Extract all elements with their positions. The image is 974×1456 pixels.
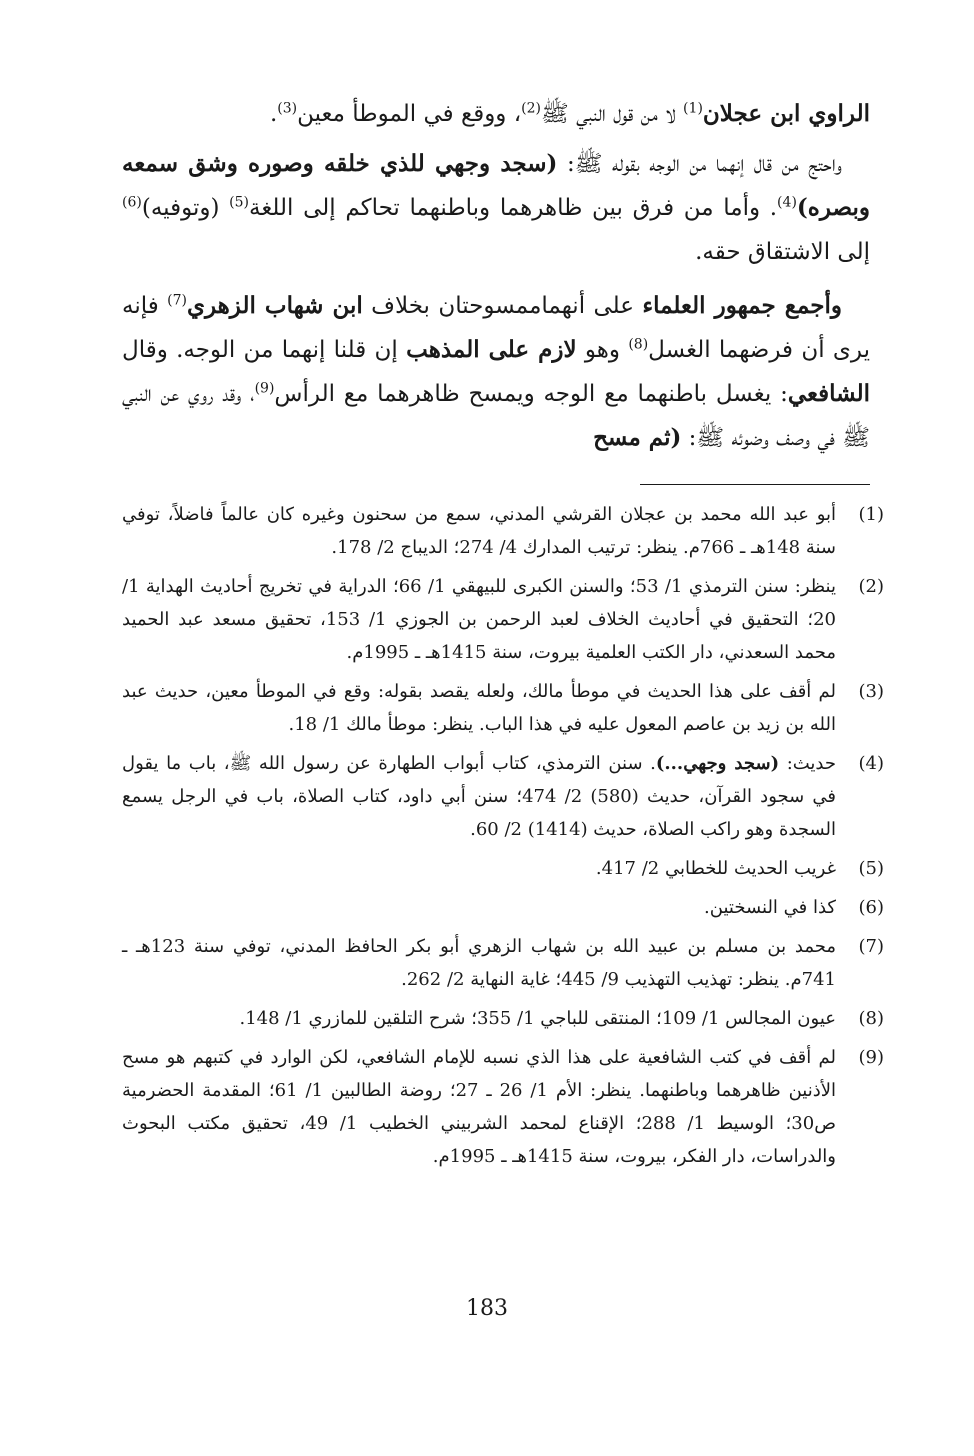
text-run: وهو bbox=[576, 337, 629, 363]
text-run: كذا في النسختين. bbox=[704, 897, 836, 918]
footnote-text bbox=[122, 1002, 836, 1035]
footnote bbox=[122, 891, 884, 924]
footnote-ref: (9) bbox=[254, 380, 275, 397]
footnote bbox=[122, 675, 884, 741]
text-run: لم أقف في كتب الشافعية على هذا الذي نسبه للإمام الشافعي، لكن الوارد في كتبهم هو مسح الأذنين ظاهرهما وباطنهما. ينظر: الأم 1/ 26 ـ 27؛ روضة الطالبين 1/ 61؛ المقدمة الحضرمية ص30؛ الوسيط 1/ 288؛ الإقناع لمحمد الشربيني الخطيب 1/ 49، تحقيق مكتب البحوث والدراسات، دار الفكر، بيروت، سنة 1415هـ ـ 1995م. bbox=[122, 1047, 836, 1167]
footnote-number: (4) bbox=[858, 753, 884, 774]
bold-run: الراوي ابن عجلان bbox=[702, 100, 870, 127]
footnote-ref: (1) bbox=[683, 100, 703, 117]
text-run: لم أقف على هذا الحديث في موطأ مالك، ولعله يقصد بقوله: وقع في الموطأ معين، حديث عبد الله بن زيد بن عاصم المعول عليه في هذا الباب. ينظر: موطأ مالك 1/ 18. bbox=[122, 681, 836, 735]
bold-run: وأجمع جمهور العلماء bbox=[642, 292, 842, 319]
footnote bbox=[122, 930, 884, 996]
footnote-ref: (5) bbox=[229, 194, 249, 211]
footnote-text bbox=[122, 675, 836, 741]
bold-run: (سجد وجهي...) bbox=[655, 753, 780, 774]
footnote-separator bbox=[640, 484, 870, 485]
footnote-number: (6) bbox=[858, 897, 884, 918]
text-run: حديث: bbox=[779, 753, 837, 774]
text-run: لا من قول النبي ﷺ bbox=[541, 101, 684, 127]
text-run: (وتوفيه) bbox=[141, 195, 230, 221]
footnote-number: (1) bbox=[858, 504, 884, 525]
footnote-ref: (2) bbox=[521, 100, 542, 117]
footnote bbox=[122, 1002, 884, 1035]
paragraph bbox=[122, 284, 870, 460]
footnote bbox=[122, 1041, 884, 1173]
footnote-text bbox=[122, 570, 836, 669]
text-run: . وأما من فرق بين ظاهرهما وباطنهما تحاكم إلى اللغة bbox=[248, 195, 778, 221]
footnotes bbox=[122, 498, 884, 1179]
text-run: إلى الاشتقاق حقه. bbox=[695, 239, 870, 265]
main-text bbox=[122, 92, 870, 460]
text-run: . سنن الترمذي، كتاب أبواب الطهارة عن رسول الله ﷺ، باب ما يقول في سجود القرآن، حديث (580) 2/ 474؛ سنن أبي داود، كتاب الصلاة، باب في الرجل يسمع السجدة وهو راكب الصلاة، حديث (1414) 2/ 60. bbox=[122, 753, 837, 840]
footnote-number: (7) bbox=[858, 936, 884, 957]
text-run: عيون المجالس 1/ 109؛ المنتقى للباجي 1/ 355؛ شرح التلقين للمازري 1/ 148. bbox=[239, 1008, 836, 1029]
text-run: . bbox=[269, 101, 278, 127]
footnote-number: (5) bbox=[858, 858, 884, 879]
footnote-ref: (4) bbox=[777, 194, 797, 211]
bold-run: الشافعي bbox=[787, 380, 871, 407]
footnote-number: (3) bbox=[858, 681, 884, 702]
bold-run: (سجد وجهي للذي خلقه وصوره وشق سمعه وبصره) bbox=[122, 150, 870, 221]
footnote-ref: (7) bbox=[167, 292, 187, 309]
text-run: ، ووقع في الموطأ معين bbox=[297, 101, 522, 127]
text-run: على أنهماممسوحتان بخلاف bbox=[362, 293, 643, 319]
text-run: محمد بن مسلم بن عبيد الله بن شهاب الزهري أبو بكر الحافظ المدني، توفي سنة 123هـ ـ 741م. ينظر: تهذيب التهذيب 9/ 445؛ غاية النهاية 2/ 262. bbox=[122, 936, 836, 990]
page-number: 183 bbox=[466, 1296, 508, 1321]
text-run: أبو عبد الله محمد بن عجلان القرشي المدني، سمع من سحنون وغيره كان عالماً فاضلاً، توفي سنة 148هـ ـ 766م. ينظر: ترتيب المدارك 4/ 274؛ الديباج 2/ 178. bbox=[122, 504, 836, 558]
footnote-ref: (8) bbox=[628, 336, 649, 353]
bold-run: (ثم مسح bbox=[593, 424, 682, 451]
footnote-text bbox=[122, 891, 836, 924]
paragraph bbox=[122, 92, 870, 136]
footnote bbox=[122, 498, 884, 564]
footnote-number: (2) bbox=[858, 576, 884, 597]
footnote-text bbox=[122, 930, 836, 996]
text-run: : يغسل باطنهما مع الوجه ويمسح ظاهرهما مع الرأس bbox=[274, 381, 788, 407]
footnote bbox=[122, 852, 884, 885]
footnote bbox=[122, 570, 884, 669]
footnote-number: (9) bbox=[858, 1047, 884, 1068]
text-run: ، وقد روي عن النبي ﷺ في وصف وضوئه ﷺ: bbox=[122, 381, 870, 451]
footnote bbox=[122, 747, 884, 846]
text-run: إن قلنا إنهما من الوجه. وقال bbox=[122, 337, 407, 363]
footnote-text bbox=[122, 747, 836, 846]
text-run: غريب الحديث للخطابي 2/ 417. bbox=[595, 858, 836, 879]
footnote-text bbox=[122, 852, 836, 885]
text-run: ينظر: سنن الترمذي 1/ 53؛ والسنن الكبرى للبيهقي 1/ 66؛ الدراية في تخريج أحاديث الهداية 1/ 20؛ التحقيق في أحاديث الخلاف لعبد الرحمن بن الجوزي 1/ 153، تحقيق مسعد عبد الحميد محمد السعدني، دار الكتب العلمية بيروت، سنة 1415هـ ـ 1995م. bbox=[122, 576, 836, 663]
footnote-ref: (3) bbox=[277, 100, 298, 117]
footnote-number: (8) bbox=[858, 1008, 884, 1029]
text-run: واحتج من قال إنهما من الوجه بقوله ﷺ: bbox=[557, 151, 842, 177]
text-run: فإنه يرى أن فرضهما الغسل bbox=[122, 293, 870, 363]
bold-run: لازم على المذهب bbox=[406, 336, 577, 363]
footnote-text bbox=[122, 1041, 836, 1173]
footnote-ref: (6) bbox=[122, 194, 142, 211]
footnote-text bbox=[122, 498, 836, 564]
bold-run: ابن شهاب الزهري bbox=[186, 292, 363, 319]
paragraph bbox=[122, 142, 870, 274]
